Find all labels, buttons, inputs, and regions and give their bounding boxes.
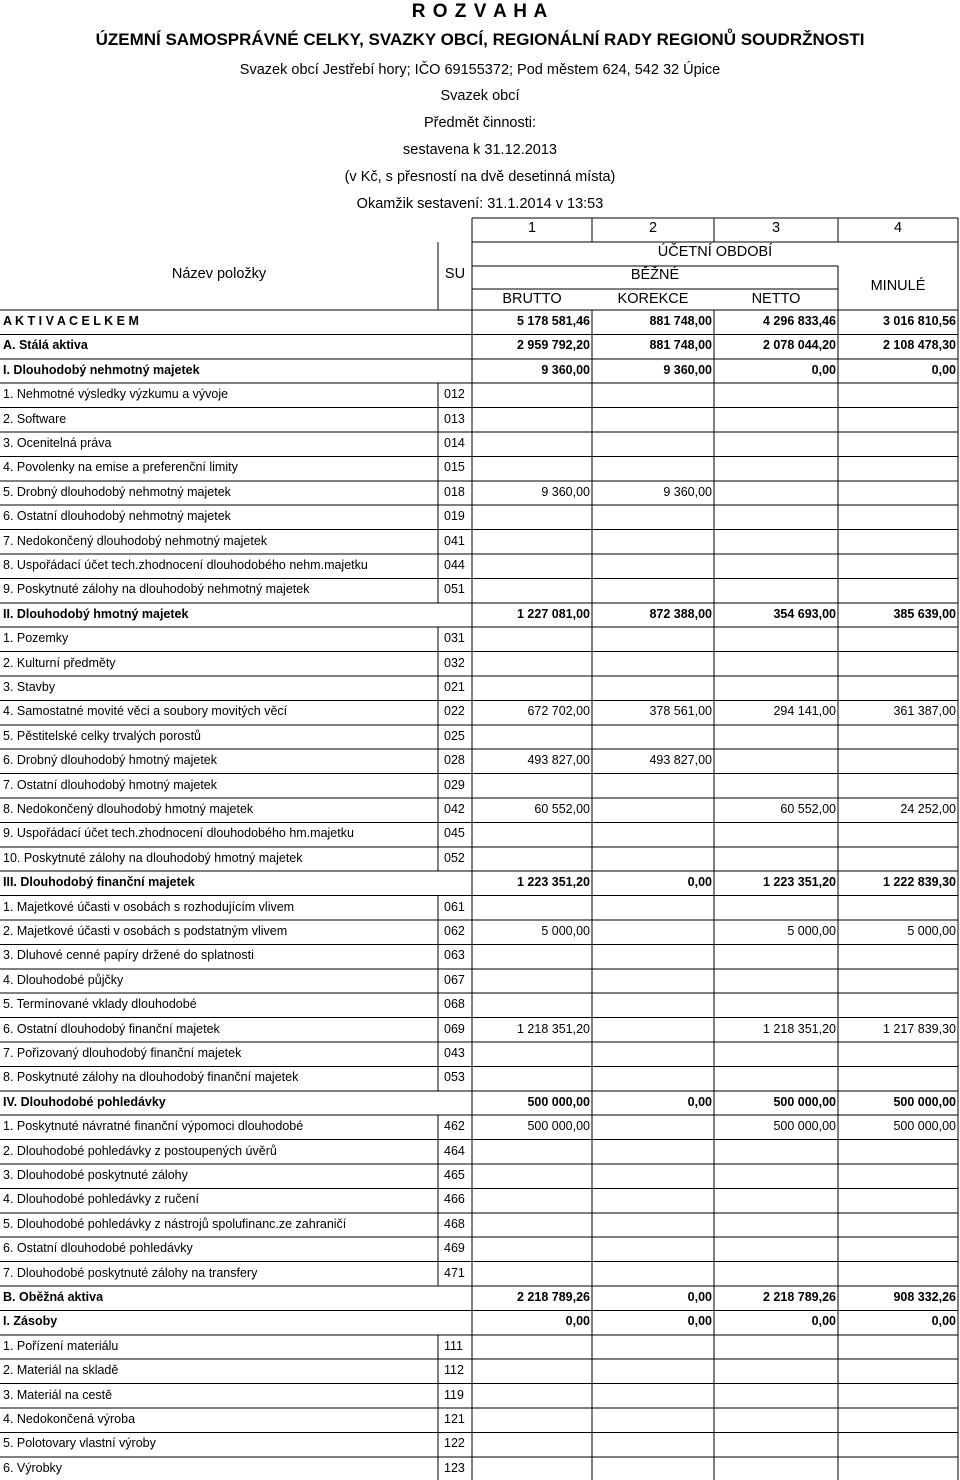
col-number-3: 3 <box>771 220 781 236</box>
row-label: 5. Pěstitelské celky trvalých porostů <box>3 728 201 743</box>
row-netto: 0,00 <box>811 362 836 377</box>
row-su-code: 021 <box>444 680 465 694</box>
row-brutto: 1 223 351,20 <box>517 875 590 890</box>
row-su-code: 123 <box>444 1460 465 1475</box>
row-minule: 1 217 839,30 <box>883 1021 956 1036</box>
row-netto: 1 218 351,20 <box>763 1021 836 1036</box>
row-label: 1. Majetkové účasti v osobách s rozhodujícím vlivem <box>3 899 295 914</box>
row-su-code: 068 <box>444 997 465 1012</box>
row-su-code: 112 <box>444 1363 464 1378</box>
row-label: 1. Poskytnuté návratné finanční výpomoci dlouhodobé <box>3 1119 304 1134</box>
compiled-moment: Okamžik sestavení: 31.1.2014 v 13:53 <box>356 196 604 212</box>
row-minule: 0,00 <box>931 362 956 377</box>
row-label: 3. Stavby <box>3 680 56 694</box>
row-brutto: 2 218 789,26 <box>517 1290 590 1304</box>
row-label: 1. Pořízení materiálu <box>3 1338 119 1353</box>
row-label: 9. Uspořádací účet tech.zhodnocení dlouhodobého hm.majetku <box>3 826 354 841</box>
row-minule: 1 222 839,30 <box>883 875 956 890</box>
row-su-code: 062 <box>444 924 465 938</box>
row-label: III. Dlouhodobý finanční majetek <box>3 875 195 890</box>
row-su-code: 471 <box>444 1265 465 1280</box>
row-brutto: 500 000,00 <box>527 1119 590 1134</box>
row-label: 10. Poskytnuté zálohy na dlouhodobý hmotný majetek <box>3 850 303 865</box>
row-label: A. Stálá aktiva <box>3 338 88 353</box>
row-su-code: 464 <box>444 1143 465 1158</box>
row-korekce: 0,00 <box>687 1314 712 1329</box>
row-label: 7. Ostatní dlouhodobý hmotný majetek <box>3 777 218 792</box>
row-brutto: 1 227 081,00 <box>517 606 590 621</box>
row-label: 6. Ostatní dlouhodobý nehmotný majetek <box>3 509 231 524</box>
period-header: ÚČETNÍ OBDOBÍ <box>657 244 773 260</box>
row-korekce: 881 748,00 <box>649 338 712 353</box>
row-netto: 500 000,00 <box>773 1119 836 1134</box>
row-minule: 500 000,00 <box>893 1094 956 1109</box>
row-label: 7. Dlouhodobé poskytnuté zálohy na transfery <box>3 1265 258 1280</box>
row-label: 7. Pořizovaný dlouhodobý finanční majetek <box>3 1046 242 1060</box>
col-number-4: 4 <box>893 220 903 236</box>
row-su-code: 025 <box>444 728 465 743</box>
row-su-code: 069 <box>444 1021 465 1036</box>
row-netto: 2 078 044,20 <box>763 338 836 353</box>
row-korekce: 9 360,00 <box>663 484 712 499</box>
row-label: 3. Dlouhodobé poskytnuté zálohy <box>3 1168 188 1182</box>
row-netto: 2 218 789,26 <box>763 1290 836 1304</box>
row-label: 6. Výrobky <box>3 1460 63 1475</box>
compiled-date: sestavena k 31.12.2013 <box>403 142 557 158</box>
row-brutto: 493 827,00 <box>527 753 590 768</box>
row-korekce: 9 360,00 <box>663 362 712 377</box>
row-label: 4. Nedokončená výroba <box>3 1412 136 1426</box>
row-su-code: 042 <box>444 802 465 816</box>
row-label: 5. Termínované vklady dlouhodobé <box>3 997 197 1012</box>
row-label: 2. Majetkové účasti v osobách s podstatným vlivem <box>3 924 288 938</box>
row-su-code: 063 <box>444 948 465 963</box>
col-number-2: 2 <box>648 220 658 236</box>
row-label: B. Oběžná aktiva <box>3 1290 104 1304</box>
row-korekce: 0,00 <box>687 1094 712 1109</box>
row-su-code: 051 <box>444 582 465 597</box>
row-su-code: 031 <box>444 631 465 646</box>
row-su-code: 014 <box>444 436 465 450</box>
current-period-header: BĚŽNÉ <box>630 267 680 283</box>
row-label: I. Dlouhodobý nehmotný majetek <box>3 362 200 377</box>
row-korekce: 0,00 <box>687 875 712 890</box>
row-korekce: 0,00 <box>687 1290 712 1304</box>
row-minule: 361 387,00 <box>893 704 956 719</box>
row-brutto: 9 360,00 <box>541 484 590 499</box>
row-minule: 385 639,00 <box>893 606 956 621</box>
row-brutto: 5 000,00 <box>541 924 590 938</box>
row-brutto: 5 178 581,46 <box>517 314 590 328</box>
su-header: SU <box>444 266 466 282</box>
row-su-code: 018 <box>444 484 465 499</box>
netto-header: NETTO <box>751 291 801 307</box>
row-su-code: 462 <box>444 1119 465 1134</box>
row-label: 8. Uspořádací účet tech.zhodnocení dlouhodobého nehm.majetku <box>3 558 368 572</box>
row-minule: 0,00 <box>931 1314 956 1329</box>
row-su-code: 053 <box>444 1070 465 1085</box>
row-label: 3. Ocenitelná práva <box>3 436 112 450</box>
entity-line: Svazek obcí Jestřebí hory; IČO 69155372; Pod městem 624, 542 32 Úpice <box>239 62 721 78</box>
row-brutto: 9 360,00 <box>541 362 590 377</box>
row-label: 4. Samostatné movité věci a soubory movitých věcí <box>3 704 288 719</box>
row-netto: 5 000,00 <box>787 924 836 938</box>
row-label: 9. Poskytnuté zálohy na dlouhodobý nehmotný majetek <box>3 582 310 597</box>
row-label: 6. Ostatní dlouhodobý finanční majetek <box>3 1021 220 1036</box>
row-label: 6. Ostatní dlouhodobé pohledávky <box>3 1241 193 1256</box>
report-subtitle: ÚZEMNÍ SAMOSPRÁVNÉ CELKY, SVAZKY OBCÍ, REGIONÁLNÍ RADY REGIONŮ SOUDRŽNOSTI <box>95 30 865 49</box>
row-label: 2. Dlouhodobé pohledávky z postoupených úvěrů <box>3 1143 277 1158</box>
row-su-code: 061 <box>444 899 465 914</box>
row-label: 5. Dlouhodobé pohledávky z nástrojů spolufinanc.ze zahraničí <box>3 1216 347 1231</box>
row-su-code: 043 <box>444 1046 465 1060</box>
row-su-code: 111 <box>444 1338 464 1353</box>
row-su-code: 052 <box>444 850 465 865</box>
row-minule: 2 108 478,30 <box>883 338 956 353</box>
row-su-code: 119 <box>444 1387 464 1402</box>
row-label: 2. Software <box>3 411 67 426</box>
row-label: 2. Materiál na skladě <box>3 1363 119 1378</box>
activity-line: Předmět činnosti: <box>423 115 537 131</box>
row-label: 7. Nedokončený dlouhodobý nehmotný majetek <box>3 533 268 548</box>
row-su-code: 019 <box>444 509 465 524</box>
row-su-code: 465 <box>444 1168 465 1182</box>
item-name-header: Název položky <box>171 266 267 282</box>
row-label: 3. Dluhové cenné papíry držené do splatnosti <box>3 948 254 963</box>
row-netto: 500 000,00 <box>773 1094 836 1109</box>
report-title: R O Z V A H A <box>411 1 549 22</box>
row-label: 4. Dlouhodobé půjčky <box>3 972 124 987</box>
row-su-code: 469 <box>444 1241 465 1256</box>
row-su-code: 468 <box>444 1216 465 1231</box>
entity-type: Svazek obcí <box>440 88 520 104</box>
row-netto: 294 141,00 <box>773 704 836 719</box>
row-korekce: 881 748,00 <box>649 314 712 328</box>
row-su-code: 028 <box>444 753 465 768</box>
row-minule: 908 332,26 <box>893 1290 956 1304</box>
row-su-code: 121 <box>444 1412 465 1426</box>
row-su-code: 029 <box>444 777 465 792</box>
col-number-1: 1 <box>527 220 537 236</box>
row-su-code: 032 <box>444 655 465 670</box>
brutto-header: BRUTTO <box>502 291 562 307</box>
row-label: A K T I V A C E L K E M <box>3 314 139 328</box>
row-label: 3. Materiál na cestě <box>3 1387 113 1402</box>
row-netto: 354 693,00 <box>773 606 836 621</box>
row-netto: 4 296 833,46 <box>763 314 836 328</box>
row-minule: 5 000,00 <box>907 924 956 938</box>
row-minule: 500 000,00 <box>893 1119 956 1134</box>
row-label: 8. Poskytnuté zálohy na dlouhodobý finanční majetek <box>3 1070 299 1085</box>
row-su-code: 041 <box>444 533 465 548</box>
row-brutto: 0,00 <box>565 1314 590 1329</box>
row-label: 5. Polotovary vlastní výroby <box>3 1436 156 1451</box>
row-brutto: 60 552,00 <box>534 802 590 816</box>
row-su-code: 466 <box>444 1192 465 1207</box>
row-minule: 24 252,00 <box>900 802 956 816</box>
row-korekce: 378 561,00 <box>649 704 712 719</box>
row-label: 4. Dlouhodobé pohledávky z ručení <box>3 1192 199 1207</box>
row-brutto: 500 000,00 <box>527 1094 590 1109</box>
row-netto: 60 552,00 <box>780 802 836 816</box>
row-label: 6. Drobný dlouhodobý hmotný majetek <box>3 753 218 768</box>
row-brutto: 2 959 792,20 <box>517 338 590 353</box>
korekce-header: KOREKCE <box>617 291 689 307</box>
row-su-code: 012 <box>444 387 465 402</box>
row-su-code: 122 <box>444 1436 465 1451</box>
row-label: 8. Nedokončený dlouhodobý hmotný majetek <box>3 802 254 816</box>
row-su-code: 045 <box>444 826 465 841</box>
row-su-code: 067 <box>444 972 465 987</box>
row-label: 5. Drobný dlouhodobý nehmotný majetek <box>3 484 231 499</box>
row-brutto: 672 702,00 <box>527 704 590 719</box>
row-netto: 0,00 <box>811 1314 836 1329</box>
row-brutto: 1 218 351,20 <box>517 1021 590 1036</box>
row-su-code: 044 <box>444 558 465 572</box>
row-su-code: 013 <box>444 411 465 426</box>
row-label: IV. Dlouhodobé pohledávky <box>3 1094 166 1109</box>
row-minule: 3 016 810,56 <box>883 314 956 328</box>
row-label: II. Dlouhodobý hmotný majetek <box>3 606 189 621</box>
row-label: 1. Pozemky <box>3 631 69 646</box>
row-label: 1. Nehmotné výsledky výzkumu a vývoje <box>3 387 229 402</box>
row-su-code: 022 <box>444 704 465 719</box>
row-su-code: 015 <box>444 460 465 475</box>
previous-period-header: MINULÉ <box>870 278 926 294</box>
row-korekce: 493 827,00 <box>649 753 712 768</box>
row-korekce: 872 388,00 <box>649 606 712 621</box>
row-label: I. Zásoby <box>3 1314 58 1329</box>
row-netto: 1 223 351,20 <box>763 875 836 890</box>
row-label: 2. Kulturní předměty <box>3 655 116 670</box>
row-label: 4. Povolenky na emise a preferenční limity <box>3 460 238 475</box>
units-note: (v Kč, s přesností na dvě desetinná místa) <box>344 169 616 185</box>
